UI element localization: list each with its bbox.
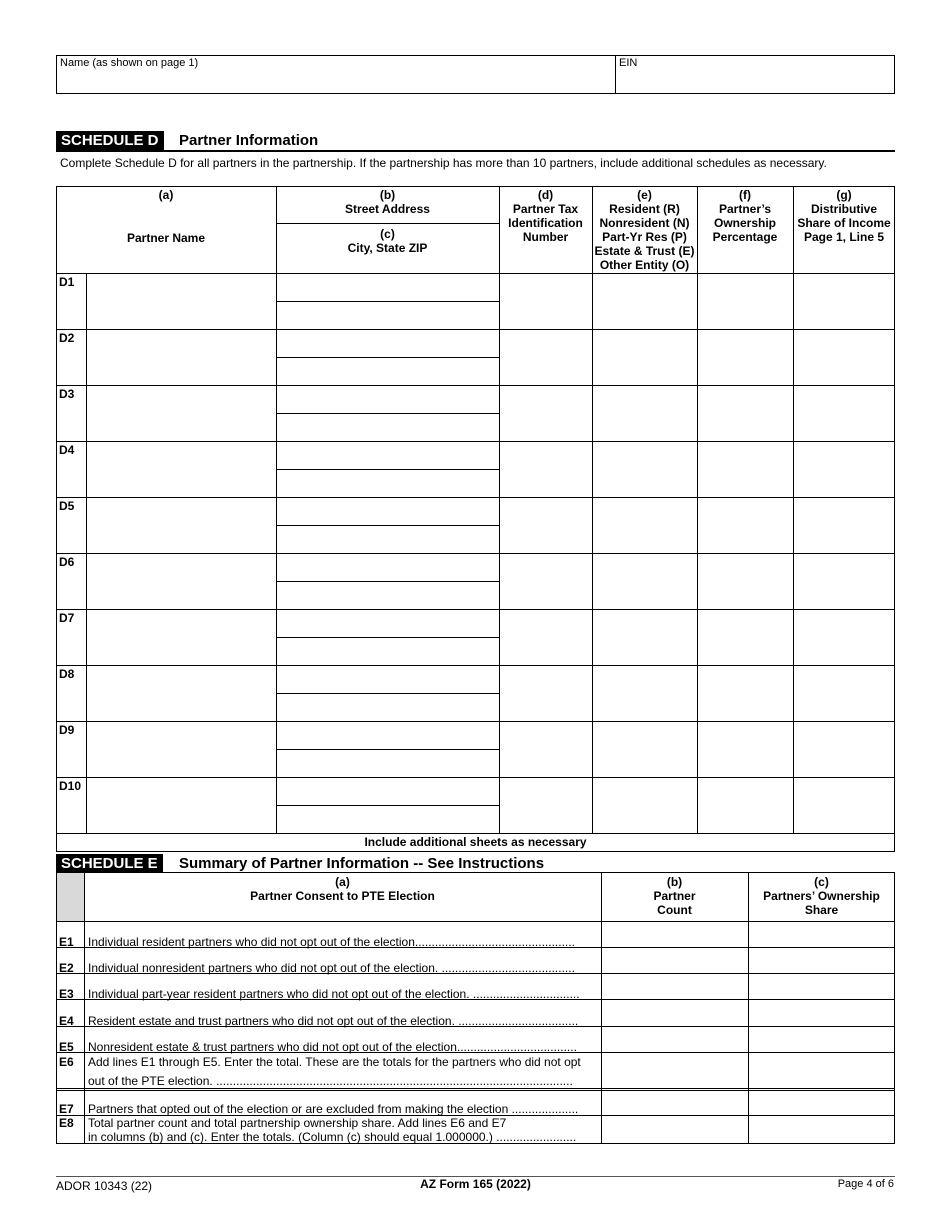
- row-label: D3: [59, 387, 75, 401]
- e-col-a-heading: [84, 875, 601, 903]
- distributive-share-input[interactable]: [795, 554, 894, 608]
- col-d-line3: Number: [522, 230, 569, 244]
- col-d-letter: (d): [537, 188, 554, 202]
- tax-id-input[interactable]: [501, 666, 591, 720]
- e7-share-input[interactable]: [750, 1092, 893, 1114]
- col-e-line5: Other Entity (O): [599, 258, 690, 272]
- e7-label: E7: [59, 1102, 74, 1116]
- row-label: D1: [59, 275, 75, 289]
- ein-input[interactable]: [619, 71, 889, 91]
- city-state-zip-input[interactable]: [278, 582, 498, 608]
- schedule-d-rows-bottom: [56, 833, 895, 834]
- partner-name-input[interactable]: [88, 330, 275, 384]
- partner-name-input[interactable]: [88, 498, 275, 552]
- city-state-zip-input[interactable]: [278, 750, 498, 776]
- col-g-line1: Distributive: [810, 202, 877, 216]
- col-f-heading: [697, 188, 793, 244]
- col-divider-f: [697, 186, 698, 833]
- street-address-input[interactable]: [278, 666, 498, 692]
- resident-status-input[interactable]: [594, 778, 696, 832]
- ownership-percentage-input[interactable]: [699, 666, 792, 720]
- ownership-percentage-input[interactable]: [699, 274, 792, 328]
- resident-status-input[interactable]: [594, 498, 696, 552]
- e5-text: Nonresident estate & trust partners who did not opt out of the election....................................: [88, 1040, 577, 1054]
- ownership-percentage-input[interactable]: [699, 498, 792, 552]
- street-address-input[interactable]: [278, 330, 498, 356]
- e8-share-input[interactable]: [750, 1117, 893, 1143]
- street-address-input[interactable]: [278, 554, 498, 580]
- e3-count-input[interactable]: [603, 975, 746, 998]
- distributive-share-input[interactable]: [795, 610, 894, 664]
- e5-share-input[interactable]: [750, 1028, 893, 1051]
- e-sep-6: [56, 1088, 895, 1089]
- tax-id-input[interactable]: [501, 722, 591, 776]
- partner-name-input[interactable]: [88, 666, 275, 720]
- row-label: D9: [59, 723, 75, 737]
- col-e-line1: Resident (R): [609, 202, 680, 216]
- schedule-d-footnote: Include additional sheets as necessary: [364, 835, 587, 849]
- distributive-share-input[interactable]: [795, 442, 894, 496]
- col-b-letter: (b): [379, 188, 396, 202]
- ein-label: EIN: [619, 57, 638, 69]
- street-address-input[interactable]: [278, 498, 498, 524]
- e5-label: E5: [59, 1040, 74, 1054]
- city-state-zip-input[interactable]: [278, 526, 498, 552]
- tax-id-input[interactable]: [501, 498, 591, 552]
- col-c-label: City, State ZIP: [347, 241, 428, 255]
- e4-count-input[interactable]: [603, 1001, 746, 1024]
- col-divider-b: [276, 186, 277, 833]
- distributive-share-input[interactable]: [795, 778, 894, 832]
- name-input[interactable]: [60, 71, 610, 91]
- e-col-c-line2: Share: [804, 903, 839, 917]
- col-d-line2: Identification: [508, 216, 583, 230]
- ownership-percentage-input[interactable]: [699, 722, 792, 776]
- city-state-zip-input[interactable]: [278, 358, 498, 384]
- e-col-a-letter: (a): [335, 875, 350, 889]
- e8-text1: Total partner count and total partnership ownership share. Add lines E6 and E7: [88, 1116, 507, 1130]
- city-state-zip-input[interactable]: [278, 414, 498, 440]
- col-b-label: Street Address: [345, 202, 430, 216]
- name-ein-divider: [615, 55, 616, 94]
- e8-text2: in columns (b) and (c). Enter the totals. (Column (c) should equal 1.000000.) ........................: [88, 1130, 577, 1144]
- e1-label: E1: [59, 935, 74, 949]
- ownership-percentage-input[interactable]: [699, 386, 792, 440]
- partner-name-input[interactable]: [88, 274, 275, 328]
- e4-share-input[interactable]: [750, 1001, 893, 1024]
- e3-label: E3: [59, 987, 74, 1001]
- ownership-percentage-input[interactable]: [699, 778, 792, 832]
- schedule-e-gray-cell: [57, 873, 84, 921]
- e-col-c-letter: (c): [814, 875, 829, 889]
- e4-text: Resident estate and trust partners who did not opt out of the election. ....................................: [88, 1014, 579, 1028]
- resident-status-input[interactable]: [594, 722, 696, 776]
- e8-count-input[interactable]: [603, 1117, 746, 1143]
- schedule-d-badge: SCHEDULE D: [56, 131, 164, 150]
- resident-status-input[interactable]: [594, 274, 696, 328]
- tax-id-input[interactable]: [501, 330, 591, 384]
- partner-name-input[interactable]: [88, 442, 275, 496]
- col-e-line4: Estate & Trust (E): [594, 244, 695, 258]
- e1-share-input[interactable]: [750, 923, 893, 946]
- resident-status-input[interactable]: [594, 330, 696, 384]
- e1-text: Individual resident partners who did not opt out of the election................................................: [88, 935, 575, 949]
- e-col-b-letter: (b): [666, 875, 683, 889]
- col-d-line1: Partner Tax: [512, 202, 579, 216]
- e-label-divider: [84, 872, 85, 1144]
- col-divider-g: [793, 186, 794, 833]
- ownership-percentage-input[interactable]: [699, 442, 792, 496]
- city-state-zip-input[interactable]: [278, 806, 498, 832]
- footer-page-number: Page 4 of 6: [837, 1178, 894, 1190]
- resident-status-input[interactable]: [594, 386, 696, 440]
- row-label: D5: [59, 499, 75, 513]
- col-g-line2: Share of Income: [797, 216, 891, 230]
- e6-share-input[interactable]: [750, 1054, 893, 1087]
- distributive-share-input[interactable]: [795, 722, 894, 776]
- e-col-b-line2: Count: [657, 903, 692, 917]
- partner-name-input[interactable]: [88, 554, 275, 608]
- col-g-line3: Page 1, Line 5: [803, 230, 885, 244]
- e-col-a-label: Partner Consent to PTE Election: [250, 889, 435, 903]
- distributive-share-input[interactable]: [795, 498, 894, 552]
- row-label: D7: [59, 611, 75, 625]
- col-c-letter: (c): [380, 227, 395, 241]
- city-state-zip-input[interactable]: [278, 638, 498, 664]
- tax-id-input[interactable]: [501, 274, 591, 328]
- row-label: D8: [59, 667, 75, 681]
- distributive-share-input[interactable]: [795, 666, 894, 720]
- e1-count-input[interactable]: [603, 923, 746, 946]
- col-e-line3: Part-Yr Res (P): [602, 230, 687, 244]
- e7-text: Partners that opted out of the election or are excluded from making the election ....................: [88, 1102, 579, 1116]
- distributive-share-input[interactable]: [795, 330, 894, 384]
- e3-share-input[interactable]: [750, 975, 893, 998]
- e-col-b-heading: [601, 875, 748, 917]
- partner-name-input[interactable]: [88, 722, 275, 776]
- schedule-e-title: Summary of Partner Information -- See Instructions: [179, 855, 545, 872]
- ownership-percentage-input[interactable]: [699, 610, 792, 664]
- row-label: D2: [59, 331, 75, 345]
- col-e-heading: [592, 188, 697, 272]
- ownership-percentage-input[interactable]: [699, 330, 792, 384]
- city-state-zip-input[interactable]: [278, 694, 498, 720]
- e-sep-6b: [56, 1090, 895, 1091]
- col-f-letter: (f): [739, 188, 751, 202]
- street-address-input[interactable]: [278, 778, 498, 804]
- street-address-input[interactable]: [278, 442, 498, 468]
- schedule-d-rule: [56, 150, 895, 152]
- col-f-line2: Ownership: [713, 216, 776, 230]
- street-address-input[interactable]: [278, 386, 498, 412]
- partner-name-input[interactable]: [88, 386, 275, 440]
- city-state-zip-input[interactable]: [278, 470, 498, 496]
- footer-form-number: ADOR 10343 (22): [56, 1179, 153, 1193]
- col-e-line2: Nonresident (N): [599, 216, 690, 230]
- e2-share-input[interactable]: [750, 949, 893, 972]
- e3-text: Individual part-year resident partners who did not opt out of the election. ................................: [88, 987, 580, 1001]
- distributive-share-input[interactable]: [795, 274, 894, 328]
- e-col-c-line1: Partners’ Ownership: [763, 889, 880, 903]
- distributive-share-input[interactable]: [795, 386, 894, 440]
- tax-id-input[interactable]: [501, 442, 591, 496]
- row-label: D4: [59, 443, 75, 457]
- street-address-input[interactable]: [278, 274, 498, 300]
- street-city-divider: [276, 223, 499, 224]
- schedule-d-instructions: Complete Schedule D for all partners in the partnership. If the partnership has more than 10 partners, include additional schedules as necessary.: [60, 156, 827, 170]
- partner-name-input[interactable]: [88, 778, 275, 832]
- col-a-label: Partner Name: [126, 231, 206, 245]
- col-g-heading: [793, 188, 895, 244]
- schedule-e-badge: SCHEDULE E: [56, 854, 163, 873]
- resident-status-input[interactable]: [594, 442, 696, 496]
- ownership-percentage-input[interactable]: [699, 554, 792, 608]
- e6-label: E6: [59, 1055, 74, 1069]
- schedule-d-title: Partner Information: [179, 132, 319, 149]
- e-col-c-heading: [748, 875, 895, 917]
- e2-text: Individual nonresident partners who did not opt out of the election. ........................................: [88, 961, 575, 975]
- tax-id-input[interactable]: [501, 386, 591, 440]
- row-label: D10: [59, 779, 82, 793]
- col-f-line3: Percentage: [712, 230, 778, 244]
- schedule-e-header-bottom: [56, 921, 895, 922]
- tax-id-input[interactable]: [501, 610, 591, 664]
- col-d-heading: [499, 188, 592, 244]
- e7-count-input[interactable]: [603, 1092, 746, 1114]
- e6-text2: out of the PTE election. ...........................................................................................................: [88, 1074, 573, 1088]
- street-address-input[interactable]: [278, 610, 498, 636]
- e6-text1: Add lines E1 through E5. Enter the total. These are the totals for the partners who did not opt: [88, 1055, 581, 1069]
- name-label: Name (as shown on page 1): [60, 57, 199, 69]
- e2-label: E2: [59, 961, 74, 975]
- e4-label: E4: [59, 1014, 74, 1028]
- city-state-zip-input[interactable]: [278, 302, 498, 328]
- col-g-letter: (g): [836, 188, 852, 202]
- col-e-letter: (e): [637, 188, 652, 202]
- row-label: D6: [59, 555, 75, 569]
- resident-status-input[interactable]: [594, 554, 696, 608]
- resident-status-input[interactable]: [594, 666, 696, 720]
- partner-name-input[interactable]: [88, 610, 275, 664]
- street-address-input[interactable]: [278, 722, 498, 748]
- e-col-b-line1: Partner: [653, 889, 696, 903]
- col-divider-d: [499, 186, 500, 833]
- tax-id-input[interactable]: [501, 554, 591, 608]
- e6-count-input[interactable]: [603, 1054, 746, 1087]
- tax-id-input[interactable]: [501, 778, 591, 832]
- e2-count-input[interactable]: [603, 949, 746, 972]
- col-divider-e: [592, 186, 593, 833]
- col-a-letter: (a): [158, 188, 174, 202]
- e8-label: E8: [59, 1116, 74, 1130]
- e5-count-input[interactable]: [603, 1028, 746, 1051]
- footer-form-title: AZ Form 165 (2022): [420, 1177, 531, 1191]
- col-f-line1: Partner’s: [718, 202, 772, 216]
- resident-status-input[interactable]: [594, 610, 696, 664]
